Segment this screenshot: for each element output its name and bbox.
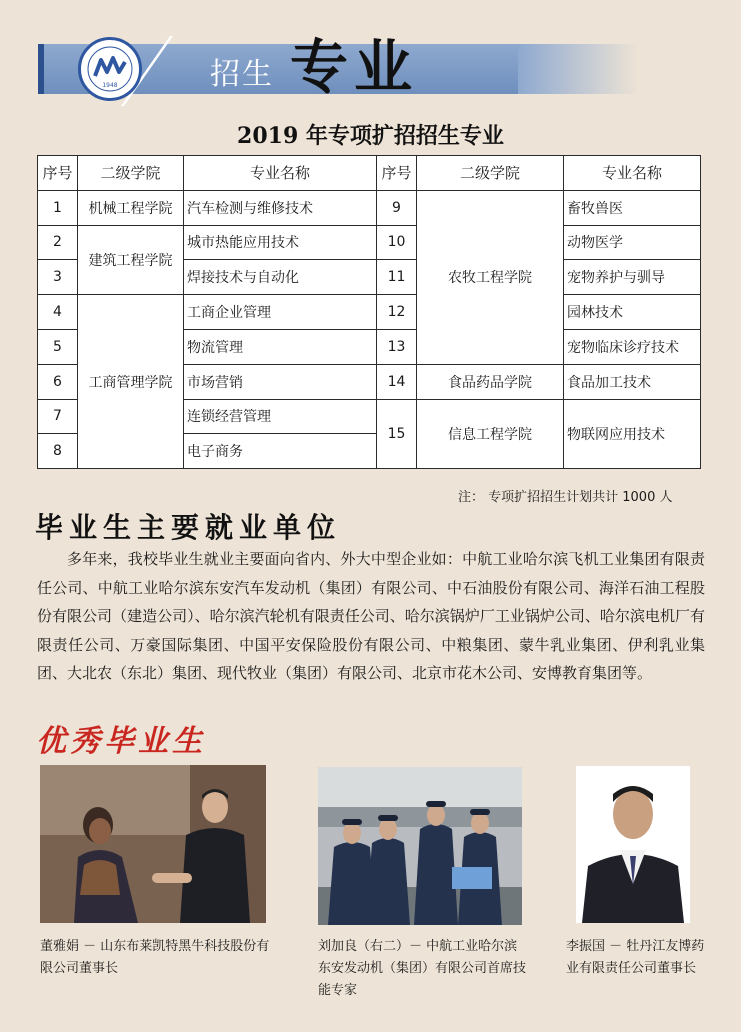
major-cell: 物流管理	[184, 329, 377, 364]
header-big-title: 专业	[290, 33, 419, 101]
major-cell: 宠物养护与驯导	[564, 260, 701, 295]
row-num: 14	[377, 364, 417, 399]
college-cell: 工商管理学院	[78, 295, 184, 469]
major-cell: 焊接技术与自动化	[184, 260, 377, 295]
majors-table	[37, 155, 701, 469]
row-num: 10	[377, 225, 417, 260]
row-num: 12	[377, 295, 417, 330]
table-header-row	[38, 156, 701, 191]
row-num: 15	[377, 399, 417, 469]
header-major: 专业名称	[564, 156, 701, 191]
college-cell: 信息工程学院	[417, 399, 564, 469]
graduate-caption-2: 刘加良（右二）－ 中航工业哈尔滨东安发动机（集团）有限公司首席技能专家	[318, 939, 527, 998]
logo-year: 1948	[102, 82, 118, 89]
row-num: 2	[38, 225, 78, 260]
college-cell: 农牧工程学院	[417, 190, 564, 364]
row-num: 8	[38, 434, 78, 469]
college-cell: 食品药品学院	[417, 364, 564, 399]
row-num: 5	[38, 329, 78, 364]
major-cell: 连锁经营管理	[184, 399, 377, 434]
header-college: 二级学院	[78, 156, 184, 191]
header-small-title: 招生	[210, 57, 274, 92]
header-banner-stripe	[38, 44, 44, 94]
row-num: 3	[38, 260, 78, 295]
graduate-photo-2	[318, 767, 522, 925]
table-row	[38, 190, 701, 225]
row-num: 4	[38, 295, 78, 330]
graduates-heading: 优秀毕业生	[36, 724, 206, 759]
major-cell: 动物医学	[564, 225, 701, 260]
row-num: 6	[38, 364, 78, 399]
header-banner-fade	[518, 44, 638, 94]
major-cell: 城市热能应用技术	[184, 225, 377, 260]
employment-heading: 毕业生主要就业单位	[35, 511, 342, 544]
major-cell: 宠物临床诊疗技术	[564, 329, 701, 364]
major-cell: 园林技术	[564, 295, 701, 330]
header-college: 二级学院	[417, 156, 564, 191]
table-title: 2019 年专项扩招招生专业	[237, 123, 504, 149]
graduate-photo-1	[40, 765, 266, 923]
major-cell: 市场营销	[184, 364, 377, 399]
table-row	[38, 295, 701, 330]
row-num: 7	[38, 399, 78, 434]
header-num: 序号	[377, 156, 417, 191]
school-logo	[78, 37, 142, 101]
major-cell: 畜牧兽医	[564, 190, 701, 225]
major-cell: 食品加工技术	[564, 364, 701, 399]
graduate-caption-3: 李振国 － 牡丹江友博药业有限责任公司董事长	[566, 939, 705, 976]
row-num: 13	[377, 329, 417, 364]
header-num: 序号	[38, 156, 78, 191]
table-row	[38, 225, 701, 260]
graduate-photo-3	[576, 766, 690, 923]
graduate-caption-1: 董雅娟 － 山东布莱凯特黑牛科技股份有限公司董事长	[40, 939, 270, 976]
college-cell: 建筑工程学院	[78, 225, 184, 295]
major-cell: 电子商务	[184, 434, 377, 469]
row-num: 1	[38, 190, 78, 225]
employment-paragraph: 多年来，我校毕业生就业主要面向省内、外大中型企业如：中航工业哈尔滨飞机工业集团有限责任公司、中航工业哈尔滨东安汽车发动机（集团）有限公司、中石油股份有限公司、海洋石油工程股份有限公司（建造公司）、哈尔滨汽轮机有限责任公司、哈尔滨锅炉厂工业锅炉公司、哈尔滨电机厂有限责任公司、万豪国际集团、中国平安保险股份有限公司、中粮集团、蒙牛乳业集团、伊利乳业集团、大北农（东北）集团、现代牧业（集团）有限公司、北京市花木公司、安博教育集团等。	[37, 550, 705, 682]
header-major: 专业名称	[184, 156, 377, 191]
major-cell: 汽车检测与维修技术	[184, 190, 377, 225]
row-num: 9	[377, 190, 417, 225]
table-note: 注： 专项扩招招生计划共计 1000 人	[458, 490, 673, 505]
college-cell: 机械工程学院	[78, 190, 184, 225]
major-cell: 工商企业管理	[184, 295, 377, 330]
major-cell: 物联网应用技术	[564, 399, 701, 469]
row-num: 11	[377, 260, 417, 295]
